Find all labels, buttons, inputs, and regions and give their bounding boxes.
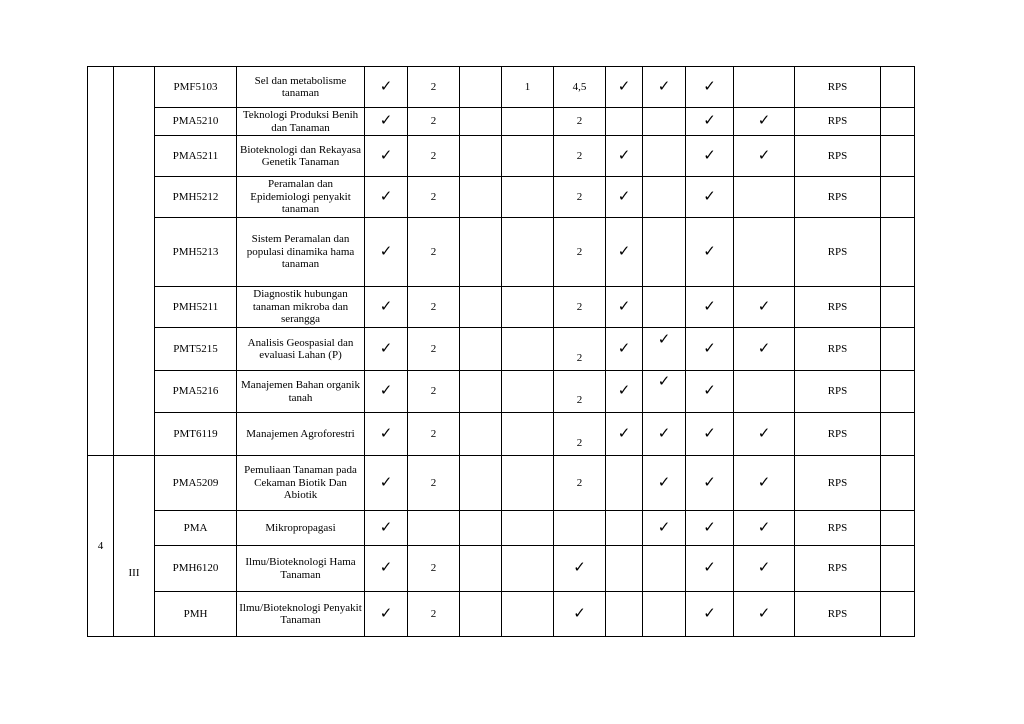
check-mark <box>365 511 408 546</box>
course-code: PMH5212 <box>155 177 237 218</box>
check-icon: ✓ <box>617 381 631 400</box>
empty-cell <box>881 592 915 637</box>
check-mark <box>686 218 734 287</box>
empty-cell <box>606 592 643 637</box>
check-icon: ✓ <box>757 472 771 491</box>
table-row <box>88 413 915 456</box>
course-name: Analisis Geospasial dan evaluasi Lahan (P) <box>237 328 365 371</box>
empty-cell <box>460 546 502 592</box>
check-mark <box>365 413 408 456</box>
rps-cell: RPS <box>795 108 881 136</box>
check-icon: ✓ <box>703 111 716 130</box>
check-icon: ✓ <box>379 381 393 400</box>
check-icon: ✓ <box>617 338 631 357</box>
empty-cell <box>881 287 915 328</box>
empty-cell <box>606 108 643 136</box>
check-mark <box>554 546 606 592</box>
check-mark <box>686 177 734 218</box>
semester-cell <box>114 67 155 456</box>
empty-cell <box>734 218 795 287</box>
credit-cell: 2 <box>408 413 460 456</box>
empty-cell <box>408 511 460 546</box>
check-mark <box>365 108 408 136</box>
empty-cell <box>460 108 502 136</box>
value-cell: 2 <box>554 218 606 287</box>
check-mark <box>686 328 734 371</box>
check-mark <box>606 218 643 287</box>
credit-cell: 2 <box>408 108 460 136</box>
check-icon: ✓ <box>379 472 393 491</box>
value-cell: 2 <box>554 287 606 328</box>
course-name: Bioteknologi dan Rekayasa Genetik Tanaman <box>237 136 365 177</box>
check-mark <box>686 371 734 413</box>
table-row <box>88 511 915 546</box>
value-cell: 1 <box>502 67 554 108</box>
check-icon: ✓ <box>379 76 393 95</box>
table-row <box>88 592 915 637</box>
rps-cell: RPS <box>795 592 881 637</box>
check-mark <box>734 328 795 371</box>
empty-cell <box>502 108 554 136</box>
empty-cell <box>502 218 554 287</box>
check-mark <box>734 287 795 328</box>
empty-cell <box>460 136 502 177</box>
row-number-cell <box>88 67 114 456</box>
course-name: Teknologi Produksi Benih dan Tanaman <box>237 108 365 136</box>
check-mark <box>734 136 795 177</box>
check-mark <box>734 592 795 637</box>
course-code: PMT5215 <box>155 328 237 371</box>
value-cell <box>554 413 606 456</box>
check-mark <box>365 218 408 287</box>
credit-cell: 2 <box>408 371 460 413</box>
credit-cell: 2 <box>408 136 460 177</box>
check-mark <box>686 413 734 456</box>
empty-cell <box>606 456 643 511</box>
check-icon: ✓ <box>379 338 393 357</box>
credit-cell: 2 <box>408 456 460 511</box>
rps-cell: RPS <box>795 371 881 413</box>
check-mark <box>365 592 408 637</box>
check-icon: ✓ <box>703 145 716 164</box>
course-name: Manajemen Agroforestri <box>237 413 365 456</box>
table-row <box>88 177 915 218</box>
course-name: Peramalan dan Epidemiologi penyakit tanaman <box>237 177 365 218</box>
value-cell <box>554 328 606 371</box>
value-text: 2 <box>576 351 583 364</box>
empty-cell <box>460 592 502 637</box>
check-icon: ✓ <box>379 296 393 315</box>
empty-cell <box>460 456 502 511</box>
empty-cell <box>734 371 795 413</box>
check-icon: ✓ <box>379 423 393 442</box>
empty-cell <box>502 511 554 546</box>
check-mark <box>606 136 643 177</box>
check-icon: ✓ <box>703 423 716 442</box>
course-name: Diagnostik hubungan tanaman mikroba dan serangga <box>237 287 365 328</box>
empty-cell <box>502 136 554 177</box>
empty-cell <box>643 136 686 177</box>
empty-cell <box>502 177 554 218</box>
check-icon: ✓ <box>703 186 716 205</box>
check-mark <box>365 546 408 592</box>
empty-cell <box>881 67 915 108</box>
empty-cell <box>643 546 686 592</box>
empty-cell <box>606 511 643 546</box>
check-icon: ✓ <box>617 241 631 260</box>
empty-cell <box>502 371 554 413</box>
table-row <box>88 218 915 287</box>
check-icon: ✓ <box>379 603 393 622</box>
check-mark <box>686 511 734 546</box>
value-cell: 2 <box>554 108 606 136</box>
check-icon: ✓ <box>379 241 393 260</box>
check-icon: ✓ <box>617 296 631 315</box>
table-row <box>88 371 915 413</box>
empty-cell <box>502 413 554 456</box>
table-row <box>88 546 915 592</box>
value-cell: 2 <box>554 456 606 511</box>
check-mark <box>365 328 408 371</box>
check-mark <box>686 546 734 592</box>
rps-cell: RPS <box>795 136 881 177</box>
empty-cell <box>734 67 795 108</box>
empty-cell <box>881 456 915 511</box>
check-mark <box>734 108 795 136</box>
course-name: Mikropropagasi <box>237 511 365 546</box>
course-code: PMA5216 <box>155 371 237 413</box>
check-mark <box>686 67 734 108</box>
check-icon: ✓ <box>617 76 631 95</box>
check-mark <box>606 287 643 328</box>
check-icon: ✓ <box>379 186 393 205</box>
empty-cell <box>460 328 502 371</box>
course-table <box>87 66 915 637</box>
table-row <box>88 108 915 136</box>
check-icon: ✓ <box>703 241 716 260</box>
check-mark <box>686 456 734 511</box>
check-mark <box>734 511 795 546</box>
check-mark <box>686 108 734 136</box>
table-row <box>88 136 915 177</box>
value-cell <box>554 371 606 413</box>
check-mark <box>734 456 795 511</box>
check-mark <box>643 371 686 413</box>
credit-cell: 2 <box>408 592 460 637</box>
check-icon: ✓ <box>703 517 716 536</box>
course-name: Manajemen Bahan organik tanah <box>237 371 365 413</box>
rps-cell: RPS <box>795 456 881 511</box>
check-icon: ✓ <box>757 603 771 622</box>
empty-cell <box>460 218 502 287</box>
check-icon: ✓ <box>703 558 716 577</box>
value-cell: 4,5 <box>554 67 606 108</box>
empty-cell <box>643 592 686 637</box>
check-icon: ✓ <box>757 111 771 130</box>
empty-cell <box>881 546 915 592</box>
rps-cell: RPS <box>795 287 881 328</box>
course-code: PMH6120 <box>155 546 237 592</box>
credit-cell: 2 <box>408 177 460 218</box>
check-icon: ✓ <box>757 517 771 536</box>
check-icon: ✓ <box>657 372 671 391</box>
check-mark <box>686 287 734 328</box>
table-row <box>88 328 915 371</box>
value-text: 2 <box>576 394 583 407</box>
check-icon: ✓ <box>757 296 771 315</box>
credit-cell: 2 <box>408 67 460 108</box>
empty-cell <box>606 546 643 592</box>
course-code: PMH <box>155 592 237 637</box>
check-icon: ✓ <box>657 423 671 442</box>
check-mark <box>365 67 408 108</box>
check-mark <box>365 456 408 511</box>
empty-cell <box>643 108 686 136</box>
empty-cell <box>881 511 915 546</box>
credit-cell: 2 <box>408 546 460 592</box>
check-mark <box>643 511 686 546</box>
check-mark <box>606 67 643 108</box>
check-mark <box>643 413 686 456</box>
check-icon: ✓ <box>703 76 716 95</box>
empty-cell <box>460 511 502 546</box>
value-cell: 2 <box>554 177 606 218</box>
check-mark <box>643 456 686 511</box>
rps-cell: RPS <box>795 413 881 456</box>
course-code: PMH5213 <box>155 218 237 287</box>
check-mark <box>606 413 643 456</box>
empty-cell <box>643 218 686 287</box>
table-row <box>88 287 915 328</box>
check-mark <box>606 328 643 371</box>
course-code: PMF5103 <box>155 67 237 108</box>
check-icon: ✓ <box>657 76 671 95</box>
rps-cell: RPS <box>795 328 881 371</box>
semester-label: III <box>128 567 140 580</box>
course-code: PMT6119 <box>155 413 237 456</box>
value-text: 2 <box>576 436 583 449</box>
check-icon: ✓ <box>703 603 716 622</box>
empty-cell <box>881 177 915 218</box>
check-icon: ✓ <box>379 145 393 164</box>
check-icon: ✓ <box>617 186 631 205</box>
course-code: PMH5211 <box>155 287 237 328</box>
check-icon: ✓ <box>573 558 586 577</box>
empty-cell <box>502 456 554 511</box>
check-mark <box>686 136 734 177</box>
empty-cell <box>502 328 554 371</box>
course-code: PMA5209 <box>155 456 237 511</box>
check-icon: ✓ <box>379 111 393 130</box>
check-mark <box>365 371 408 413</box>
course-name: Sel dan metabolisme tanaman <box>237 67 365 108</box>
check-icon: ✓ <box>617 145 631 164</box>
rps-cell: RPS <box>795 511 881 546</box>
check-icon: ✓ <box>573 603 586 622</box>
check-icon: ✓ <box>379 517 393 536</box>
check-mark <box>365 136 408 177</box>
check-icon: ✓ <box>703 296 716 315</box>
credit-cell: 2 <box>408 218 460 287</box>
table-row <box>88 67 915 108</box>
rps-cell: RPS <box>795 177 881 218</box>
empty-cell <box>881 328 915 371</box>
check-mark <box>734 413 795 456</box>
empty-cell <box>554 511 606 546</box>
empty-cell <box>734 177 795 218</box>
course-name: Ilmu/Bioteknologi Hama Tanaman <box>237 546 365 592</box>
check-mark <box>686 592 734 637</box>
check-mark <box>643 328 686 371</box>
value-cell: 2 <box>554 136 606 177</box>
empty-cell <box>881 108 915 136</box>
empty-cell <box>881 136 915 177</box>
check-mark <box>734 546 795 592</box>
course-name: Ilmu/Bioteknologi Penyakit Tanaman <box>237 592 365 637</box>
empty-cell <box>460 413 502 456</box>
check-icon: ✓ <box>703 472 716 491</box>
check-icon: ✓ <box>757 423 771 442</box>
course-code: PMA5210 <box>155 108 237 136</box>
empty-cell <box>643 287 686 328</box>
check-icon: ✓ <box>379 558 393 577</box>
check-icon: ✓ <box>757 145 771 164</box>
course-name: Sistem Peramalan dan populasi dinamika hama tanaman <box>237 218 365 287</box>
check-mark <box>606 371 643 413</box>
empty-cell <box>460 287 502 328</box>
rps-cell: RPS <box>795 67 881 108</box>
semester-cell <box>114 456 155 637</box>
check-mark <box>365 287 408 328</box>
check-icon: ✓ <box>657 329 671 348</box>
credit-cell: 2 <box>408 287 460 328</box>
check-icon: ✓ <box>757 338 771 357</box>
empty-cell <box>502 592 554 637</box>
course-code: PMA5211 <box>155 136 237 177</box>
empty-cell <box>502 546 554 592</box>
empty-cell <box>881 218 915 287</box>
empty-cell <box>460 371 502 413</box>
check-icon: ✓ <box>703 338 716 357</box>
empty-cell <box>881 413 915 456</box>
row-number-cell: 4 <box>88 456 114 637</box>
empty-cell <box>460 177 502 218</box>
credit-cell: 2 <box>408 328 460 371</box>
table-row <box>88 456 915 511</box>
rps-cell: RPS <box>795 546 881 592</box>
empty-cell <box>460 67 502 108</box>
check-icon: ✓ <box>657 472 671 491</box>
check-mark <box>606 177 643 218</box>
empty-cell <box>643 177 686 218</box>
check-mark <box>643 67 686 108</box>
check-icon: ✓ <box>657 517 671 536</box>
check-mark <box>365 177 408 218</box>
check-icon: ✓ <box>757 558 771 577</box>
empty-cell <box>502 287 554 328</box>
rps-cell: RPS <box>795 218 881 287</box>
course-code: PMA <box>155 511 237 546</box>
check-icon: ✓ <box>703 381 716 400</box>
check-icon: ✓ <box>617 423 631 442</box>
empty-cell <box>881 371 915 413</box>
check-mark <box>554 592 606 637</box>
course-name: Pemuliaan Tanaman pada Cekaman Biotik Dan Abiotik <box>237 456 365 511</box>
